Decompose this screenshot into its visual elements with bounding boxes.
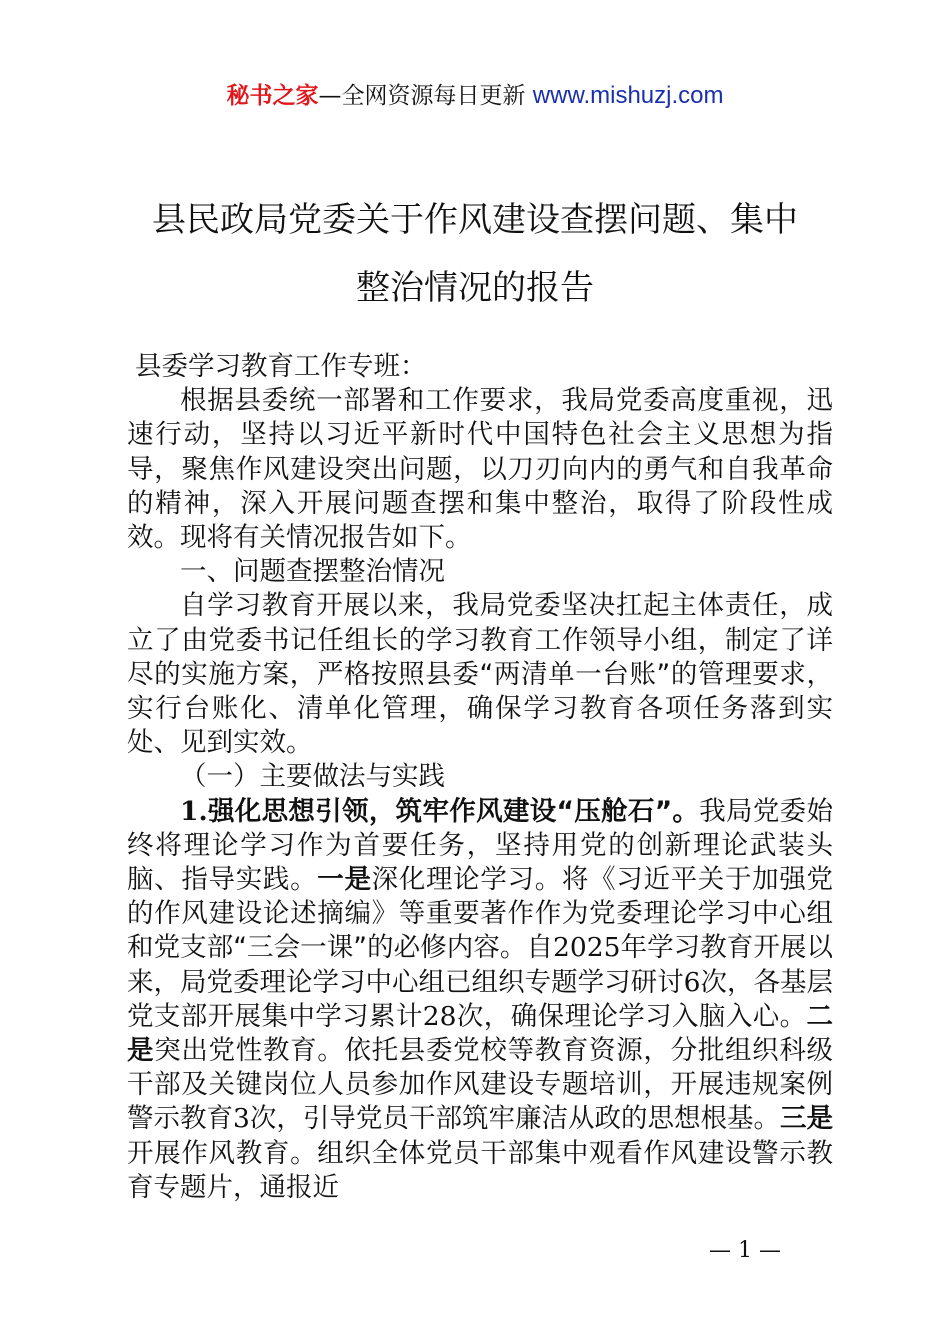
year-value: 2025: [553, 932, 621, 964]
item-paragraph: [127, 795, 833, 1205]
section-heading: 一、问题查摆整治情况: [180, 556, 445, 588]
item-title: [180, 796, 699, 827]
point-1-label: 一是: [317, 864, 372, 896]
item-lead-text: 我局党委始终将理论学习作为首要任务，坚持用党的创新理论武装头脑、指导实践。: [127, 795, 833, 896]
header-slogan: —全网资源每日更新: [318, 83, 526, 109]
section-paragraph: 自学习教育开展以来，我局党委坚决扛起主体责任，成立了由党委书记任组长的学习教育工作领导小组，制定了详尽的实施方案，严格按照县委“两清单一台账”的管理要求，实行台账化、清单化管理，确保学习教育各项任务落到实处、见到实效。: [127, 590, 833, 759]
brand-name: 秘书之家: [226, 83, 319, 109]
point-1-text-c: 次，各基层党支部开展集中学习累计: [127, 966, 834, 1032]
point-2-text-b: 次，引导党员干部筑牢廉洁从政的思想根基。: [249, 1103, 781, 1135]
page-number: — 1 —: [709, 1238, 781, 1263]
point-3-label: 三是: [780, 1103, 834, 1135]
point-1-text-d: 次，确保理论学习入脑入心。: [456, 1000, 807, 1032]
salutation: 县委学习教育工作专班：: [135, 351, 427, 382]
warning-education-count: 3: [233, 1103, 250, 1135]
item-title-text: 强化思想引领，筑牢作风建设“压舱石”。: [207, 795, 700, 827]
intro-paragraph: 根据县委统一部署和工作要求，我局党委高度重视，迅速行动，坚持以习近平新时代中国特色社会主义思想为指导，聚焦作风建设突出问题，以刀刃向内的勇气和自我革命的精神，深入开展问题查摆和集中整治，取得了阶段性成效。现将有关情况报告如下。: [127, 385, 833, 554]
point-2-text-a: 突出党性教育。依托县委党校等教育资源，分批组织科级干部及关键岗位人员参加作风建设专题培训，开展违规案例警示教育: [127, 1035, 834, 1135]
branch-study-count: 28: [422, 1000, 457, 1032]
title-line-2: 整治情况的报告: [356, 268, 594, 308]
item-number: 1.: [180, 795, 208, 827]
title-line-1: 县民政局党委关于作风建设查摆问题、集中: [152, 200, 798, 240]
document-title: [100, 186, 850, 322]
document-body: [127, 350, 833, 1205]
study-count: 6: [683, 966, 701, 998]
point-2-label: 二是: [127, 1000, 833, 1067]
point-1-text-a: 深化理论学习。将《习近平关于加强党的作风建设论述摘编》等重要著作作为党委理论学习中心组和党支部“三会一课”的必修内容。自: [127, 864, 834, 964]
header-banner: [0, 80, 950, 112]
site-url-link[interactable]: www.mishuzj.com: [532, 82, 724, 109]
subsection-heading: （一）主要做法与实践: [180, 761, 445, 793]
point-1-text-b: 年学习教育开展以来，局党委理论学习中心组已组织专题学习研讨: [127, 932, 833, 998]
point-3-text-a: 开展作风教育。组织全体党员干部集中观看作风建设警示教育专题片，通报近: [127, 1137, 833, 1203]
